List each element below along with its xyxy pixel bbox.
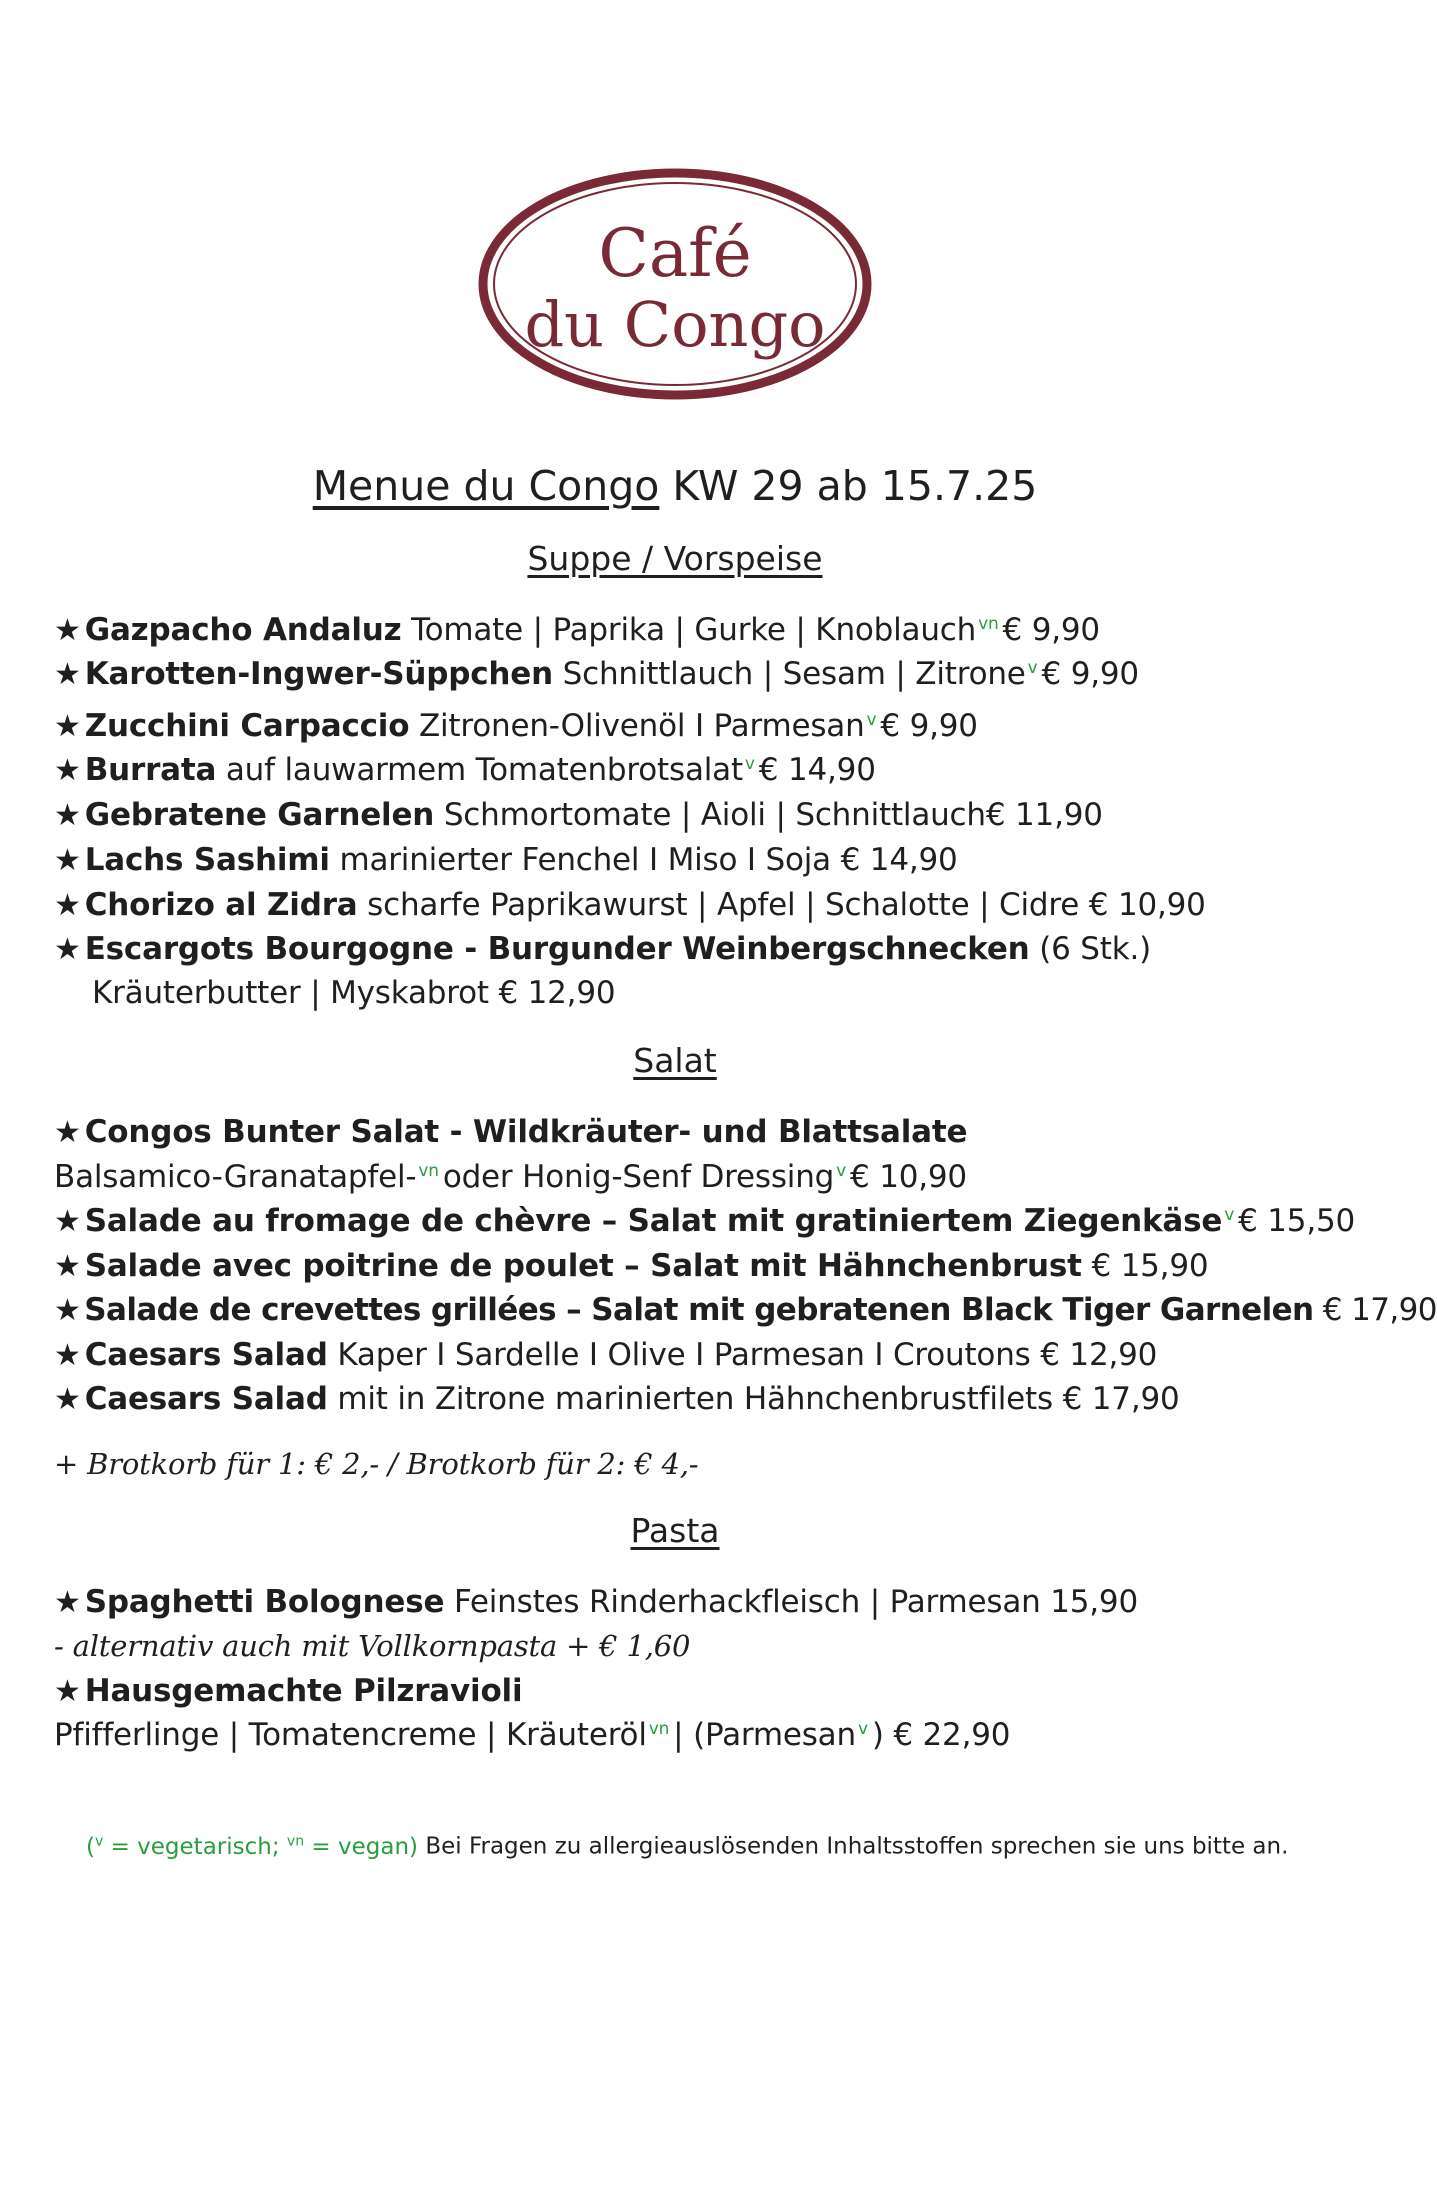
menu-item [54, 1288, 1437, 1333]
menu-week: KW 29 ab 15.7.25 [672, 462, 1038, 510]
star-icon: ★ [54, 1249, 81, 1284]
star-icon: ★ [54, 753, 81, 788]
item-name: Karotten-Ingwer-Süppchen [84, 656, 553, 692]
cafe-logo [476, 168, 874, 400]
vegetarian-tag: v [744, 753, 755, 774]
menu-item [54, 927, 1314, 972]
vegetarian-tag: v [866, 709, 877, 730]
item-desc: marinierter Fenchel I Miso I Soja € 14,90 [339, 842, 958, 878]
star-icon: ★ [54, 1585, 81, 1620]
item-name: Hausgemachte Pilzravioli [84, 1673, 523, 1709]
item-name: Zucchini Carpaccio [84, 708, 410, 744]
item-name: Burrata [84, 752, 217, 788]
logo-line1: Café [598, 215, 752, 292]
allergy-note: Bei Fragen zu allergieauslösenden Inhaltsstoffen sprechen sie uns bitte an. [425, 1833, 1289, 1860]
menu-item [54, 793, 1314, 838]
item-desc: Schmortomate | Aioli | Schnittlauch€ 11,90 [443, 797, 1103, 833]
star-icon: ★ [54, 709, 81, 744]
item-desc: Balsamico-Granatapfel- [54, 1159, 417, 1195]
item-name: Salade de crevettes grillées – Salat mit gebratenen Black Tiger Garnelen [84, 1292, 1314, 1328]
menu-item [54, 1199, 1356, 1244]
item-price: € 9,90 [1041, 656, 1139, 692]
item-desc: auf lauwarmem Tomatenbrotsalat [225, 752, 743, 788]
vegetarian-tag: v [1027, 657, 1038, 678]
item-name: Spaghetti Bolognese [84, 1584, 445, 1620]
vegetarian-tag: v [836, 1160, 847, 1181]
item-desc: oder Honig-Senf Dressing [442, 1159, 835, 1195]
menu-item [54, 1377, 1314, 1422]
menu-item [54, 608, 1314, 653]
logo-line2: du Congo [524, 288, 826, 361]
diet-legend: ($^v$ = vegetarisch; $^{vn}$ = vegan) [86, 1833, 418, 1860]
item-price: € 15,90 [1091, 1248, 1209, 1284]
item-name: Gebratene Garnelen [84, 797, 435, 833]
menu-item [54, 704, 1314, 749]
star-icon: ★ [54, 888, 81, 923]
item-name: Caesars Salad [84, 1337, 328, 1373]
item-desc: Tomate | Paprika | Gurke | Knoblauch [411, 612, 977, 648]
item-desc: Zitronen-Olivenöl I Parmesan [418, 708, 865, 744]
item-price: € 17,90 [1322, 1292, 1437, 1328]
vollkorn-note: - alternativ auch mit Vollkornpasta + € 1,60 [54, 1629, 691, 1663]
menu-item [54, 838, 1314, 883]
item-name: Gazpacho Andaluz [84, 612, 402, 648]
item-desc: Feinstes Rinderhackfleisch | Parmesan 15,90 [453, 1584, 1138, 1620]
allergy-footer [86, 1824, 1306, 1864]
item-desc: mit in Zitrone marinierten Hähnchenbrustfilets € 17,90 [337, 1381, 1180, 1417]
item-desc: | (Parmesan [673, 1717, 856, 1753]
menu-item [54, 1669, 1314, 1714]
menu-item-continuation [54, 1713, 1314, 1757]
star-icon: ★ [54, 932, 81, 967]
vegetarian-tag: v [1224, 1204, 1235, 1225]
star-icon: ★ [54, 843, 81, 878]
star-icon: ★ [54, 1674, 81, 1709]
vegan-tag: vn [978, 613, 999, 634]
item-price: € 9,90 [880, 708, 978, 744]
menu-item [54, 883, 1314, 928]
item-name: Congos Bunter Salat - Wildkräuter- und Blattsalate [84, 1114, 968, 1150]
menu-title: Menue du Congo [312, 462, 660, 510]
item-desc: Kaper I Sardelle I Olive I Parmesan I Croutons € 12,90 [337, 1337, 1158, 1373]
menu-item [54, 1580, 1314, 1625]
star-icon: ★ [54, 1338, 81, 1373]
star-icon: ★ [54, 1293, 81, 1328]
item-price: € 10,90 [850, 1159, 967, 1195]
menu-item-continuation [54, 1155, 1314, 1199]
item-price: € 9,90 [1002, 612, 1100, 648]
section-title-salat: Salat [633, 1041, 717, 1080]
item-name: Salade avec poitrine de poulet – Salat mit Hähnchenbrust [84, 1248, 1082, 1284]
item-price: € 15,50 [1238, 1203, 1356, 1239]
item-name: Caesars Salad [84, 1381, 328, 1417]
item-desc: scharfe Paprikawurst | Apfel | Schalotte | Cidre € 10,90 [367, 887, 1206, 923]
vegetarian-tag: v [857, 1718, 868, 1739]
menu-item [54, 652, 1314, 697]
menu-item [54, 1333, 1314, 1378]
vegan-tag: vn [418, 1160, 439, 1181]
menu-item-continuation: Kräuterbutter | Myskabrot € 12,90 [92, 975, 616, 1011]
star-icon: ★ [54, 657, 81, 692]
star-icon: ★ [54, 1382, 81, 1417]
item-price: ) € 22,90 [871, 1717, 1011, 1753]
logo-oval [476, 168, 874, 400]
star-icon: ★ [54, 1115, 81, 1150]
star-icon: ★ [54, 1204, 81, 1239]
page-title [0, 458, 1350, 514]
item-price: € 14,90 [758, 752, 876, 788]
menu-item [54, 1110, 1314, 1155]
menu-item [54, 1244, 1314, 1289]
star-icon: ★ [54, 613, 81, 648]
brotkorb-note: + Brotkorb für 1: € 2,- / Brotkorb für 2: € 4,- [54, 1447, 699, 1481]
item-desc: (6 Stk.) [1039, 931, 1151, 967]
item-name: Salade au fromage de chèvre – Salat mit gratiniertem Ziegenkäse [84, 1203, 1223, 1239]
star-icon: ★ [54, 798, 81, 833]
item-name: Chorizo al Zidra [84, 887, 358, 923]
vegan-tag: vn [648, 1718, 670, 1739]
section-title-pasta: Pasta [630, 1511, 720, 1550]
item-desc: Schnittlauch | Sesam | Zitrone [562, 656, 1026, 692]
item-name: Escargots Bourgogne - Burgunder Weinbergschnecken [84, 931, 1030, 967]
item-desc: Pfifferlinge | Tomatencreme | Kräuteröl [54, 1717, 647, 1753]
menu-item [54, 748, 1314, 793]
section-title-suppe: Suppe / Vorspeise [527, 539, 823, 578]
item-name: Lachs Sashimi [84, 842, 330, 878]
